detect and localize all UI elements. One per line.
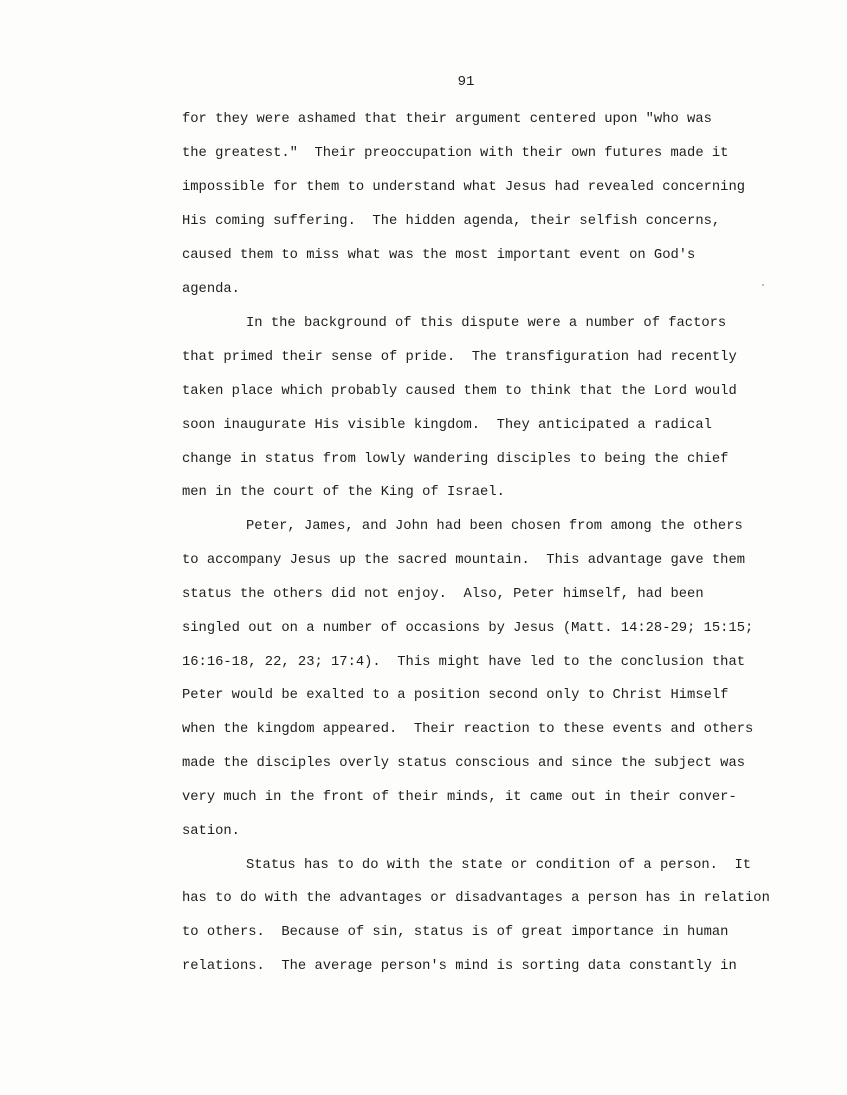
text-line: for they were ashamed that their argument centered upon "who was bbox=[182, 112, 712, 127]
text-line: made the disciples overly status conscious and since the subject was bbox=[182, 756, 746, 771]
text-line: Status has to do with the state or condition of a person. It bbox=[246, 858, 752, 873]
text-line: sation. bbox=[182, 824, 240, 839]
text-line: taken place which probably caused them to think that the Lord would bbox=[182, 384, 737, 399]
text-line: to others. Because of sin, status is of great importance in human bbox=[182, 925, 729, 940]
text-line: impossible for them to understand what Jesus had revealed concerning bbox=[182, 180, 746, 195]
text-line: very much in the front of their minds, it came out in their conver- bbox=[182, 790, 737, 805]
text-line: In the background of this dispute were a number of factors bbox=[246, 316, 727, 331]
text-line: agenda. bbox=[182, 282, 240, 297]
page-number: 91 bbox=[457, 74, 475, 90]
text-line: caused them to miss what was the most important event on God's bbox=[182, 248, 696, 263]
text-line: to accompany Jesus up the sacred mountain. This advantage gave them bbox=[182, 553, 746, 568]
text-line: men in the court of the King of Israel. bbox=[182, 485, 505, 500]
text-line: the greatest." Their preoccupation with their own futures made it bbox=[182, 146, 729, 161]
text-line: singled out on a number of occasions by Jesus (Matt. 14:28-29; 15:15; bbox=[182, 621, 754, 636]
text-line: Peter would be exalted to a position second only to Christ Himself bbox=[182, 688, 729, 703]
text-line: change in status from lowly wandering disciples to being the chief bbox=[182, 452, 729, 467]
text-line: 16:16-18, 22, 23; 17:4). This might have led to the conclusion that bbox=[182, 655, 746, 670]
text-line: soon inaugurate His visible kingdom. They anticipated a radical bbox=[182, 418, 712, 433]
text-line: status the others did not enjoy. Also, Peter himself, had been bbox=[182, 587, 704, 602]
text-line: relations. The average person's mind is sorting data constantly in bbox=[182, 959, 737, 974]
text-line: Peter, James, and John had been chosen from among the others bbox=[246, 519, 743, 534]
text-line: has to do with the advantages or disadvantages a person has in relation bbox=[182, 891, 770, 906]
text-line: His coming suffering. The hidden agenda, their selfish concerns, bbox=[182, 214, 721, 229]
scan-speck bbox=[762, 284, 764, 286]
text-line: that primed their sense of pride. The transfiguration had recently bbox=[182, 350, 737, 365]
text-line: when the kingdom appeared. Their reaction to these events and others bbox=[182, 722, 754, 737]
